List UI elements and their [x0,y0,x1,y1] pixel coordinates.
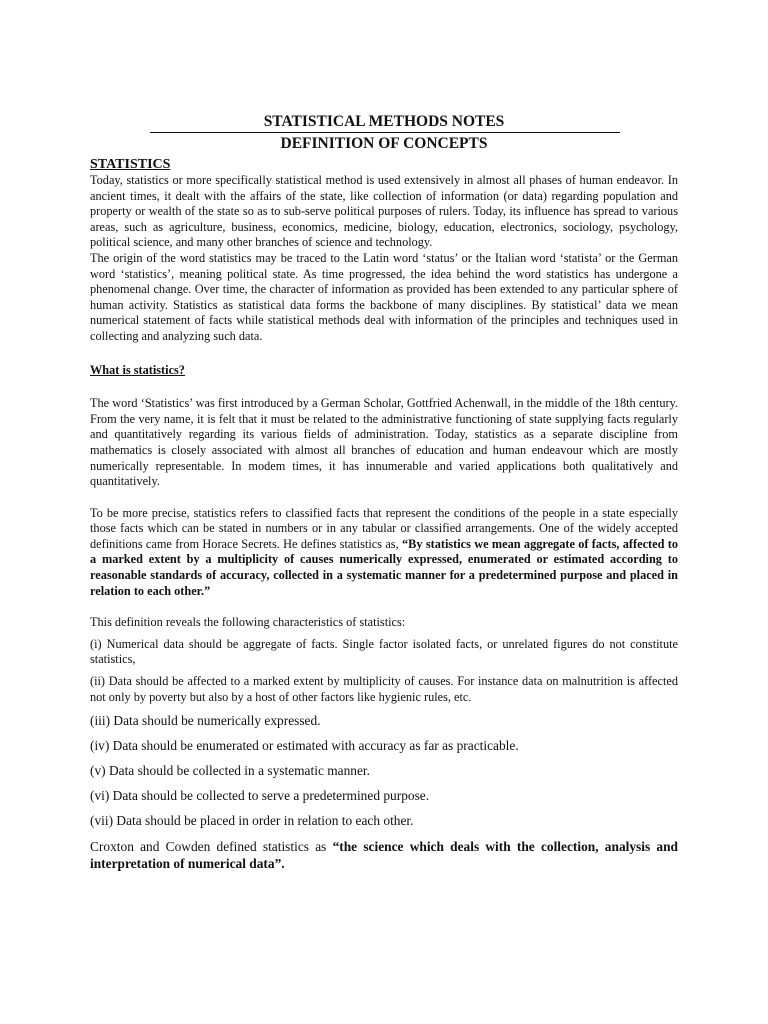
definition-quote: “By statistics we mean aggregate of facts, affected to a marked extent by a multiplicity of causes numerically expressed, enumerated or estimated according to reasonable standards of accuracy, collected in a systematic manner for a predetermined purpose and placed in relation to each other.” [90,536,678,598]
paragraph-croxton-cowden [90,838,678,872]
document-page [90,112,678,872]
document-title: STATISTICAL METHODS NOTES [263,113,505,130]
characteristic-item: (v) Data should be collected in a systematic manner. [90,763,370,779]
paragraph-definition [90,506,678,600]
characteristic-item: (i) Numerical data should be aggregate of facts. Single factor isolated facts, or unrelated figures do not constitute statistics, [90,636,678,667]
characteristic-item: (ii) Data should be affected to a marked extent by multiplicity of causes. For instance data on malnutrition is affected not only by poverty but also by a host of other factors like hygienic rules, etc. [90,674,678,704]
subheading-what-is-statistics: What is statistics? [90,362,185,377]
croxton-quote: “the science which deals with the collection, analysis and interpretation of numerical data”. [90,839,679,872]
paragraph-achenwall: The word ‘Statistics’ was first introduced by a German Scholar, Gottfried Achenwall, in the middle of the 18th century. From the very name, it is felt that it must be related to the administrative functioning of state supplying facts regularly and quantitatively regarding its various fields of administration. Today, statistics as a separate discipline from mathematics is closely associated with almost all branches of education and human endeavour which are mostly numerically representable. In modem times, it has innumerable and varied applications both qualitatively and quantitatively. [90,396,678,489]
characteristic-item: (vi) Data should be collected to serve a predetermined purpose. [90,788,430,804]
characteristics-intro: This definition reveals the following characteristics of statistics: [90,615,406,630]
paragraph-origin: The origin of the word statistics may be traced to the Latin word ‘status’ or the Italian word ‘statista’ or the German word ‘statistics’, meaning political state. As time progressed, the idea behind the word statistics has undergone a phenomenal change. Over time, the character of information as provided has been extended to any particular sphere of human activity. Statistics as statistical data forms the backbone of many disciplines. By statistical’ data we mean numerical statement of facts while statistical methods deal with information of the principles and techniques used in collecting and analyzing such data. [90,250,678,343]
characteristic-item: (iv) Data should be enumerated or estimated with accuracy as far as practicable. [90,738,519,754]
definition-lead-text: To be more precise, statistics refers to classified facts that represent the conditions of the people in a state especially those facts which can be stated in numbers or in any tabular or classified arrangements. One of the widely accepted definitions came from Horace Secrets. He defines statistics as, [90,505,678,551]
characteristic-item: (vii) Data should be placed in order in relation to each other. [90,813,414,829]
title-underline [150,132,620,133]
document-subtitle: DEFINITION OF CONCEPTS [280,135,488,152]
section-heading-statistics: STATISTICS [90,157,171,172]
croxton-lead-text: Croxton and Cowden defined statistics as [90,839,333,855]
paragraph-intro: Today, statistics or more specifically statistical method is used extensively in almost all phases of human endeavor. In ancient times, it dealt with the affairs of the state, like collection of information (or data) regarding population and property or wealth of the state so as to sub-serve political purposes of rulers. Today, its influence has spread to various areas, such as agriculture, business, economics, medicine, biology, education, electronics, sociology, psychology, political science, and many other branches of science and technology. [90,173,678,250]
characteristic-item: (iii) Data should be numerically expressed. [90,713,321,729]
